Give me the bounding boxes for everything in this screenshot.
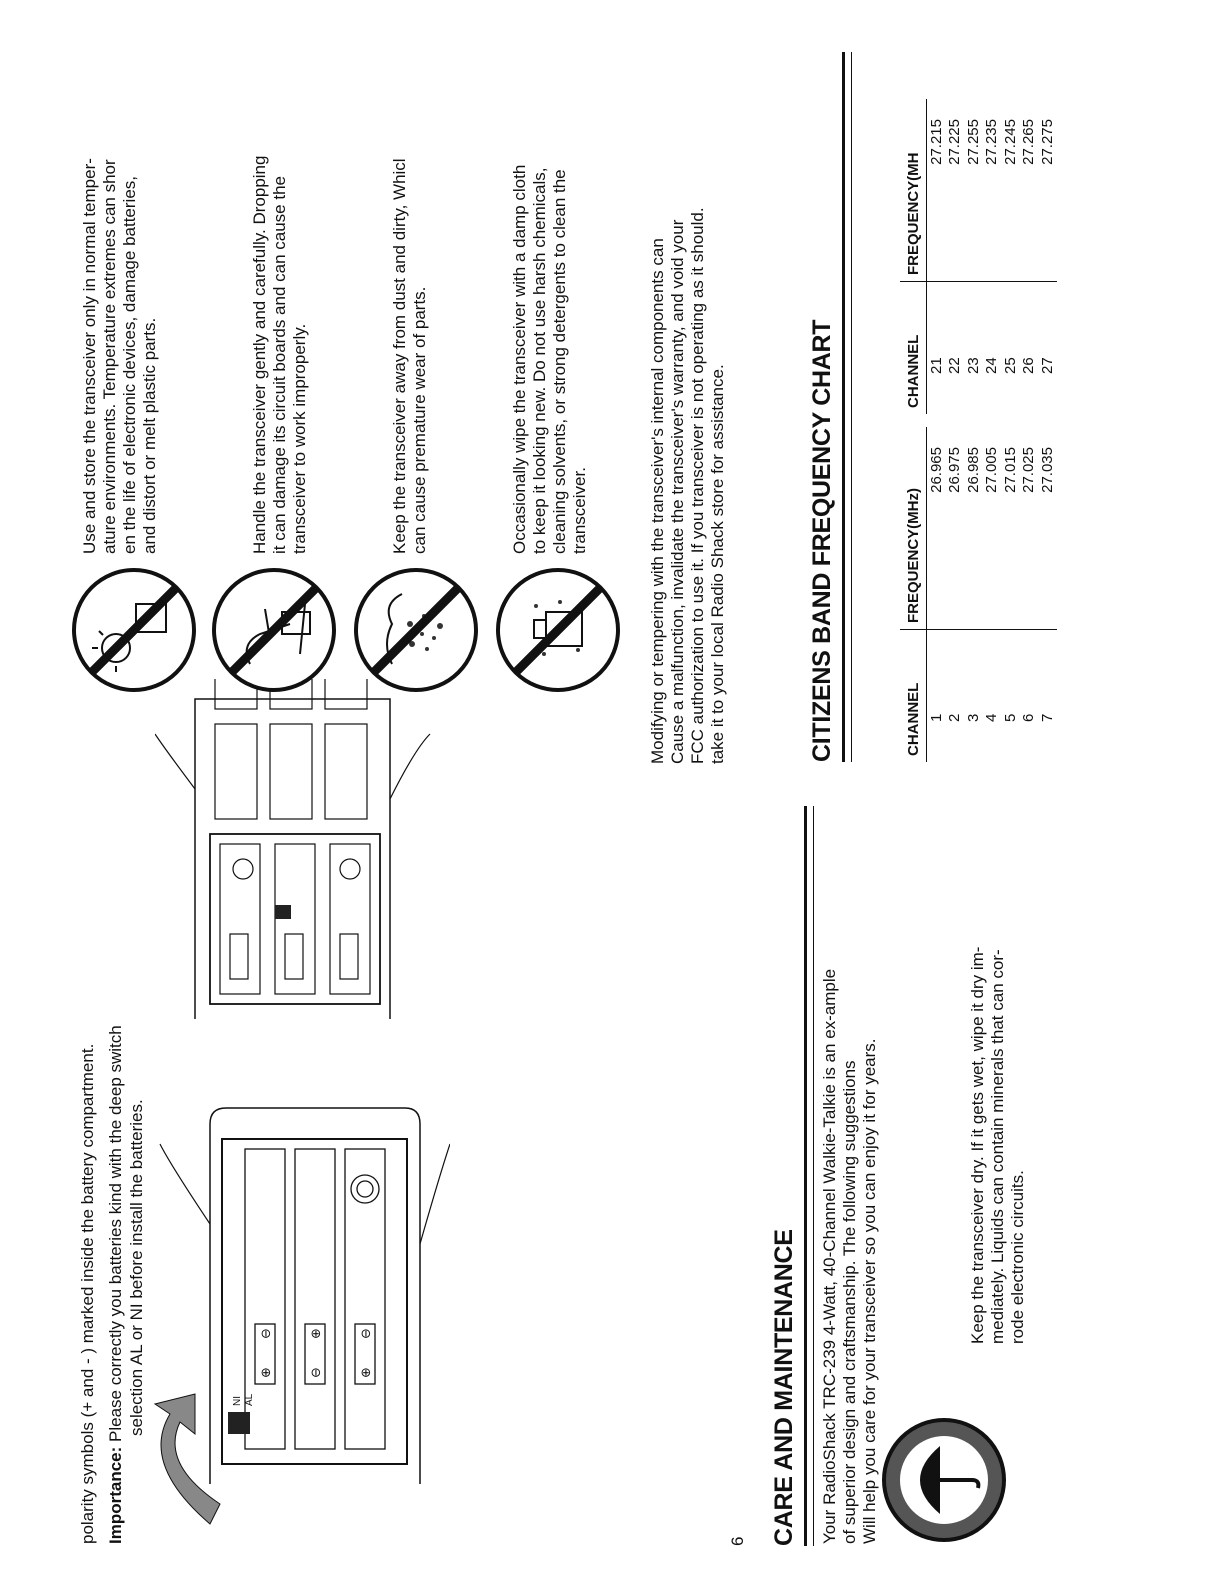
umbrella-icon [880,1416,1008,1544]
table-row [1001,427,1020,762]
table-row [1038,427,1057,762]
col-frequency: FREQUENCY(MHz) [900,427,927,630]
care-tip-line: mediately. Liquids can contain minerals that can cor- [988,949,1007,1344]
table-row [927,427,946,762]
switch-label-ni: NI [232,1396,243,1406]
svg-text:⊖: ⊖ [359,1328,374,1339]
frequency-cell: 27.245 [1001,119,1019,165]
care-tip-line: Occasionally wipe the transceiver with a damp cloth [510,164,529,554]
table-row [964,99,983,414]
frequency-cell: 27.275 [1038,119,1056,165]
channel-cell: 1 [927,630,946,763]
table-row [1020,427,1039,762]
col-channel: CHANNEL [900,282,927,415]
no-heat-icon [70,566,198,694]
care-tip-line: en the life of electronic devices, damage batteries, [120,176,139,554]
svg-text:⊕: ⊕ [309,1328,324,1339]
col-frequency: FREQUENCY(MH [900,99,927,282]
frequency-cell: 27.025 [1020,447,1038,493]
table-row [1001,99,1020,414]
care-tip-line: ature environments. Temperature extremes can shor [100,159,119,554]
frequency-cell: 26.985 [964,447,982,493]
battery-polarity-text: polarity symbols (+ and - ) marked inside the battery compartment. [78,1043,97,1544]
frequency-cell: 27.225 [946,119,964,165]
table-row [927,99,946,414]
channel-cell: 24 [983,282,1002,415]
channel-cell: 7 [1038,630,1057,763]
table-row [964,427,983,762]
frequency-cell: 27.235 [983,119,1001,165]
svg-text:⊖: ⊖ [259,1328,274,1339]
care-intro-line: Will help you care for your transceiver so you can enjoy it for years. [860,1038,879,1544]
channel-cell: 4 [983,630,1002,763]
importance-label: Importance: [106,1446,125,1544]
care-intro-line: of superior design and craftsmanship. The following suggestions [840,1060,859,1544]
channel-cell: 25 [1001,282,1020,415]
care-tip-line: Keep the transceiver away from dust and dirty, Whicl [390,158,409,554]
care-intro-line: Your RadioShack TRC-239 4-Watt, 40-Channel Walkie-Talkie is an ex-ample [820,968,839,1544]
frequency-table-right [900,99,1057,414]
care-title-rule [804,806,814,1546]
channel-cell: 27 [1038,282,1057,415]
care-tip-line: it can damage its circuit boards and can cause the [270,176,289,554]
channel-cell: 23 [964,282,983,415]
no-dust-icon [352,566,480,694]
frequency-cell: 27.255 [964,119,982,165]
warning-line: FCC authorization to use it. If you transceiver is not operating as it should. [688,207,707,764]
frequency-cell: 27.035 [1038,447,1056,493]
frequency-table-left [900,427,1057,762]
table-row [1038,99,1057,414]
warning-line: take it to your local Radio Shack store for assistance. [708,364,727,764]
battery-importance-line [106,1025,126,1544]
frequency-cell: 27.015 [1001,447,1019,493]
chart-title: CITIZENS BAND FREQUENCY CHART [808,319,836,762]
frequency-cell: 27.215 [927,119,945,165]
channel-cell: 22 [946,282,965,415]
warning-line: Cause a malfunction, invalidate the transceiver's warranty, and void your [668,219,687,764]
care-tip-line: transceiver to work improperly. [290,323,309,554]
page-number: 6 [728,1536,747,1546]
care-tip-line: and distort or melt plastic parts. [140,317,159,554]
frequency-cell: 26.975 [946,447,964,493]
channel-cell: 6 [1020,630,1039,763]
warning-paragraph [648,207,728,764]
care-tip-line: Keep the transceiver dry. If it gets wet, wipe it dry im- [968,946,987,1344]
care-tip-line: cleaning solvents, or strong detergents to clean the [550,169,569,554]
table-row [946,99,965,414]
col-channel: CHANNEL [900,630,927,763]
care-tip-line: Use and store the transceiver only in normal temper- [80,158,99,554]
battery-insert-illustration [155,679,445,1079]
frequency-cell: 27.265 [1020,119,1038,165]
importance-text: Please correctly you batteries kind with the deep switch [106,1025,125,1447]
svg-text:⊕: ⊕ [359,1367,374,1378]
care-tip-line: to keep it looking new. Do not use harsh chemicals, [530,167,549,554]
channel-cell: 21 [927,282,946,415]
svg-text:⊖: ⊖ [309,1367,324,1378]
channel-cell: 3 [964,630,983,763]
warning-line: Modifying or tempering with the transceiver's internal components can [648,238,667,764]
care-tip-line: Handle the transceiver gently and carefully. Dropping [250,155,269,554]
table-row [983,427,1002,762]
battery-selection-text: selection AL or NI before install the batteries. [127,1099,146,1436]
chart-title-rule [842,52,852,762]
channel-cell: 2 [946,630,965,763]
no-drop-icon [210,566,338,694]
switch-label-al: AL [244,1393,255,1406]
care-tip-line: rode electronic circuits. [1008,1170,1027,1344]
battery-compartment-illustration [150,1104,450,1544]
care-tip-line: transceiver. [570,467,589,554]
table-row [946,427,965,762]
channel-cell: 26 [1020,282,1039,415]
table-row [983,99,1002,414]
table-row [1020,99,1039,414]
care-title: CARE AND MAINTENANCE [770,1229,798,1546]
no-chemicals-icon [494,566,622,694]
care-tip-line: can cause premature wear of parts. [410,286,429,554]
svg-text:⊕: ⊕ [259,1367,274,1378]
frequency-cell: 27.005 [983,447,1001,493]
frequency-cell: 26.965 [927,447,945,493]
channel-cell: 5 [1001,630,1020,763]
